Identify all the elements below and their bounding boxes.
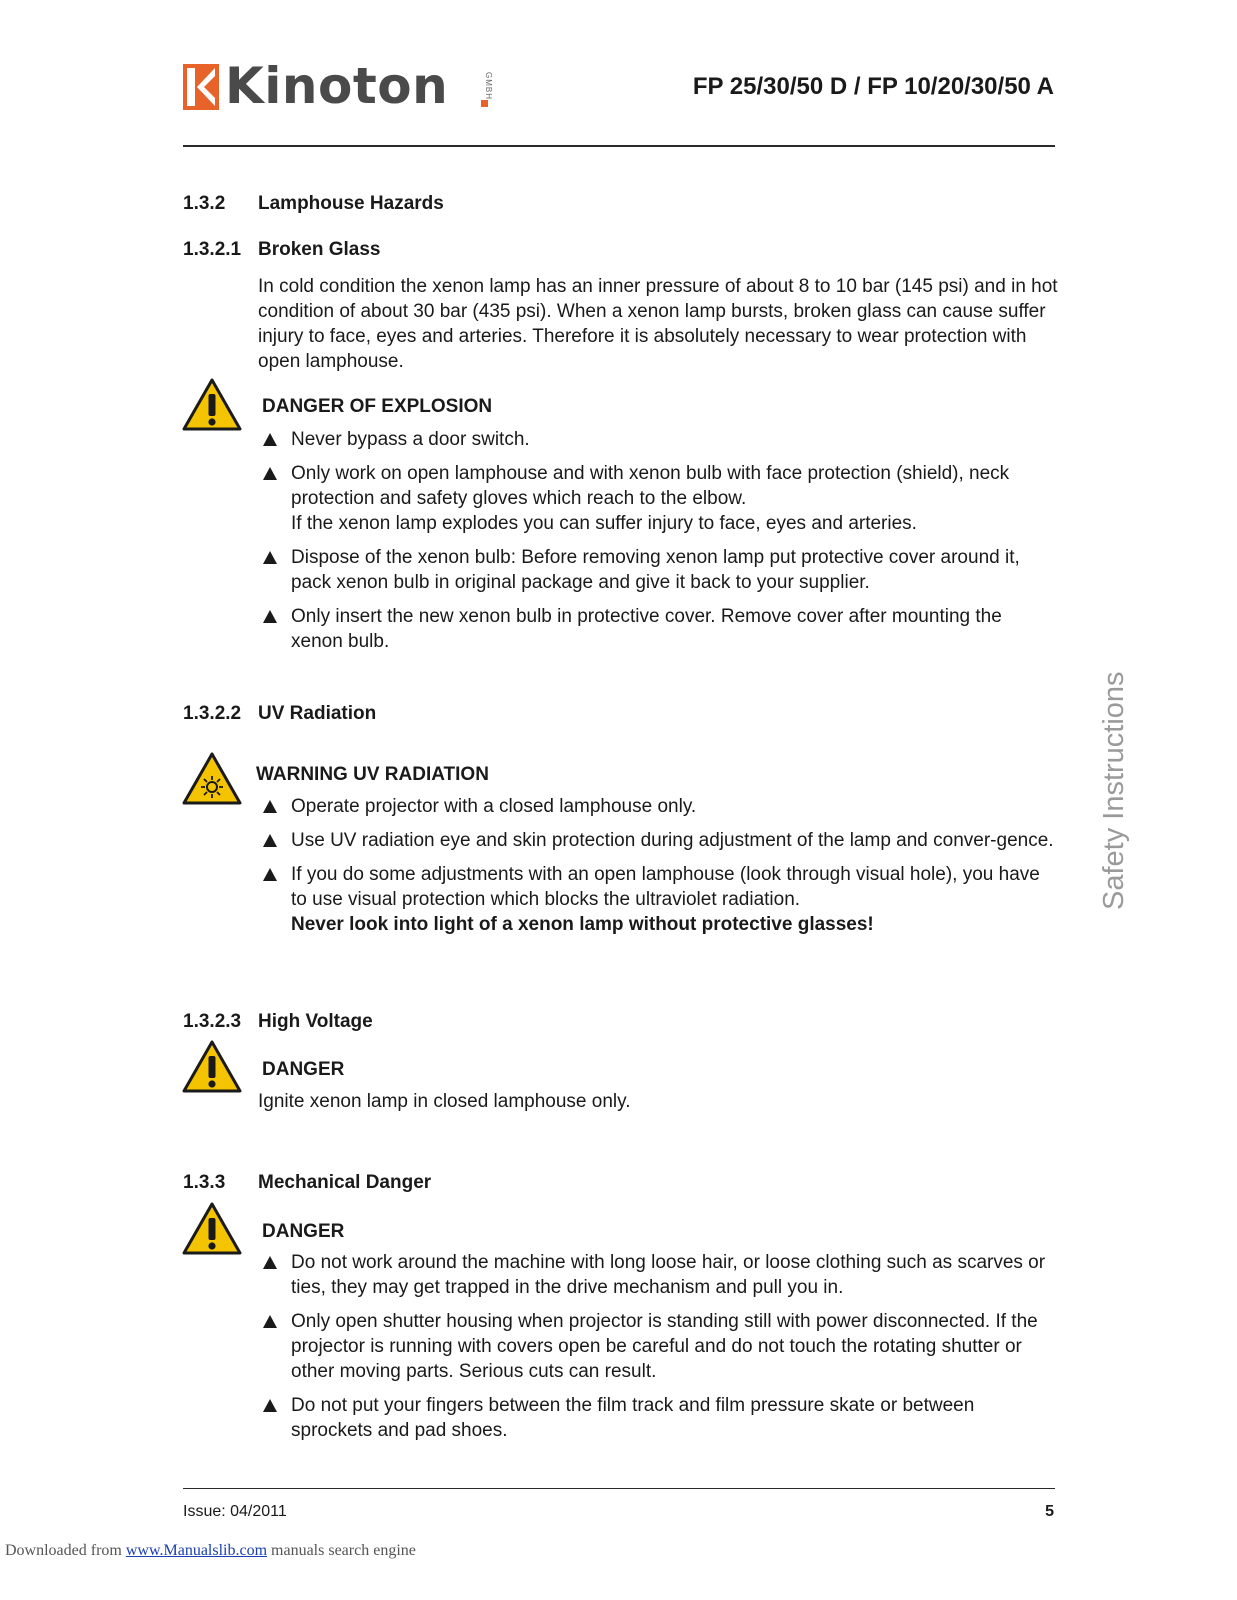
footer-rule — [183, 1488, 1055, 1489]
bullet-triangle-icon — [262, 833, 278, 849]
side-tab-label: Safety Instructions — [1098, 671, 1130, 910]
list-item: Only insert the new xenon bulb in protective cover. Remove cover after mounting the xenon bulb. — [262, 604, 1058, 654]
warning-title-explosion: DANGER OF EXPLOSION — [262, 396, 493, 417]
bullet-triangle-icon — [262, 867, 278, 883]
warning-title-mechanical: DANGER — [262, 1221, 345, 1242]
section-heading-1-3-2-2 — [183, 703, 376, 725]
list-item: If you do some adjustments with an open lamphouse (look through visual hole), you have to use visual protection which blocks the ultraviolet radiation. Never look into light of a xenon lamp without protective glasses! — [262, 862, 1058, 937]
section-title: Broken Glass — [258, 239, 381, 260]
logo-wordmark: Kinoton — [225, 57, 449, 115]
danger-triangle-icon — [182, 1040, 242, 1094]
section-heading-1-3-2-1 — [183, 239, 381, 261]
section-number: 1.3.3 — [183, 1172, 226, 1193]
explosion-bullet-list — [262, 427, 1058, 663]
logo-gmbh: GMBH — [484, 72, 493, 100]
model-title: FP 25/30/50 D / FP 10/20/30/50 A — [692, 73, 1054, 100]
list-item: Only open shutter housing when projector is standing still with power disconnected. If the projector is running with covers open be careful and do not touch the rotating shutter or other moving parts. Serious cuts can result. — [262, 1309, 1058, 1384]
bullet-triangle-icon — [262, 550, 278, 566]
broken-glass-paragraph: In cold condition the xenon lamp has an inner pressure of about 8 to 10 bar (145 psi) and in hot condition of about 30 bar (435 psi). When a xenon lamp bursts, broken glass can cause suffer injury to face, eyes and arteries. Therefore it is absolutely necessary to wear protection with open lamphouse. — [258, 276, 1058, 372]
download-note — [5, 1542, 416, 1560]
danger-triangle-icon — [182, 1202, 242, 1256]
list-item: Do not put your fingers between the film track and film pressure skate or between sprockets and pad shoes. — [262, 1393, 1058, 1443]
page-number: 5 — [1045, 1503, 1054, 1520]
section-heading-1-3-2-3 — [183, 1011, 373, 1033]
bullet-triangle-icon — [262, 432, 278, 448]
footer-issue: Issue: 04/2011 — [183, 1503, 287, 1520]
section-title: UV Radiation — [258, 703, 377, 724]
warning-title-uv: WARNING UV RADIATION — [256, 764, 489, 785]
uv-radiation-icon — [182, 752, 242, 806]
section-title: Lamphouse Hazards — [258, 193, 444, 214]
section-heading-1-3-3 — [183, 1172, 431, 1194]
section-title: Mechanical Danger — [258, 1172, 432, 1193]
list-item: Operate projector with a closed lamphouse only. — [262, 794, 1058, 819]
section-title: High Voltage — [258, 1011, 373, 1032]
bullet-triangle-icon — [262, 466, 278, 482]
logo-dot — [481, 100, 488, 107]
header-rule — [183, 145, 1055, 147]
bullet-triangle-icon — [262, 1255, 278, 1271]
section-number: 1.3.2.1 — [183, 239, 242, 260]
bullet-triangle-icon — [262, 1398, 278, 1414]
danger-triangle-icon — [182, 378, 242, 432]
bullet-triangle-icon — [262, 799, 278, 815]
bullet-triangle-icon — [262, 609, 278, 625]
section-number: 1.3.2.3 — [183, 1011, 242, 1032]
kinoton-logo — [183, 57, 513, 115]
high-voltage-text: Ignite xenon lamp in closed lamphouse only. — [258, 1091, 631, 1112]
kinoton-logo-mark-icon — [183, 64, 219, 110]
bullet-triangle-icon — [262, 1314, 278, 1330]
uv-bullet-list — [262, 794, 1058, 946]
section-number: 1.3.2.2 — [183, 703, 242, 724]
list-item: Only work on open lamphouse and with xenon bulb with face protection (shield), neck protection and safety gloves which reach to the elbow. If the xenon lamp explodes you can suffer injury to face, eyes and arteries. — [262, 461, 1058, 536]
section-heading-1-3-2 — [183, 193, 444, 215]
download-prefix: Downloaded from — [5, 1542, 126, 1559]
warning-title-high-voltage: DANGER — [262, 1059, 345, 1080]
download-suffix: manuals search engine — [267, 1542, 416, 1559]
list-item: Dispose of the xenon bulb: Before removing xenon lamp put protective cover around it, pack xenon bulb in original package and give it back to your supplier. — [262, 545, 1058, 595]
manualslib-link[interactable]: www.Manualslib.com — [125, 1542, 268, 1559]
mechanical-bullet-list — [262, 1250, 1058, 1452]
list-item: Never bypass a door switch. — [262, 427, 1058, 452]
list-item: Do not work around the machine with long loose hair, or loose clothing such as scarves or ties, they may get trapped in the drive mechanism and pull you in. — [262, 1250, 1058, 1300]
list-item: Use UV radiation eye and skin protection during adjustment of the lamp and conver-gence. — [262, 828, 1058, 853]
section-number: 1.3.2 — [183, 193, 226, 214]
